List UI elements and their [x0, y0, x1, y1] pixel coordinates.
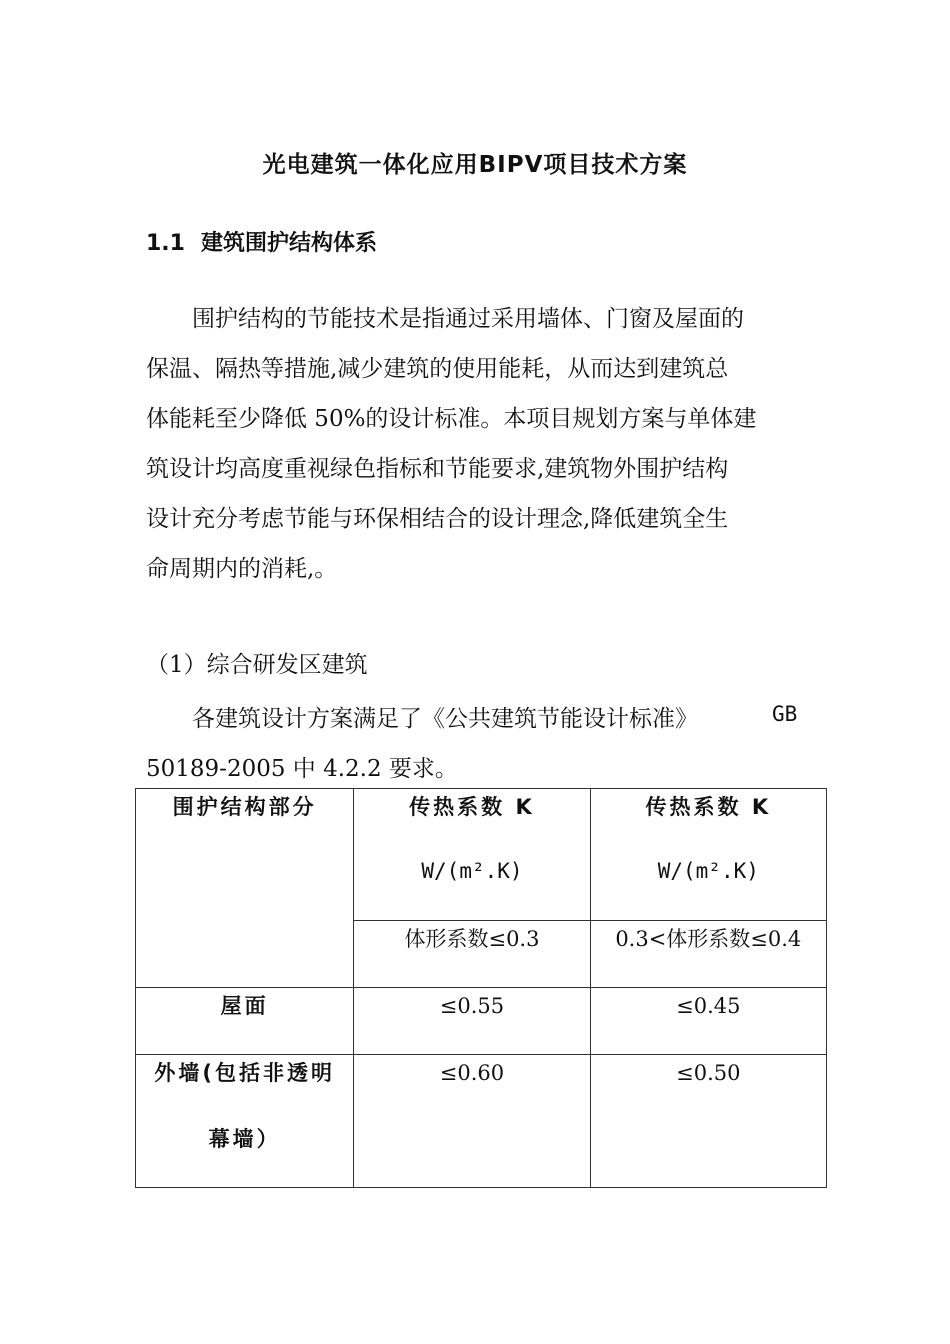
section-number: 1.1 [146, 231, 185, 256]
section-title: 建筑围护结构体系 [200, 231, 377, 256]
header-k1-label: 传热系数 K [409, 795, 535, 819]
heat-transfer-table [135, 788, 827, 1188]
document-title: 光电建筑一体化应用BIPV项目技术方案 [262, 152, 688, 178]
row-value-k1: ≤0.60 [439, 1061, 505, 1085]
header-cell-k2 [590, 789, 826, 921]
row-value-cell [590, 1055, 826, 1188]
paragraph-line: 保温、隔热等措施,减少建筑的使用能耗，从而达到建筑总 [146, 356, 729, 382]
header-cell-part [136, 789, 354, 988]
paragraph-line: 命周期内的消耗,。 [146, 556, 338, 582]
subheader-cell-1 [354, 921, 590, 988]
intro-text: 各建筑设计方案满足了《公共建筑节能设计标准》 [192, 706, 698, 732]
row-value-cell [354, 1055, 590, 1188]
table-row [136, 1055, 827, 1188]
shape-factor-range-2: 0.3<体形系数≤0.4 [615, 927, 802, 951]
shape-factor-range-1: 体形系数≤0.3 [404, 927, 540, 951]
header-k2-label: 传热系数 K [645, 795, 772, 819]
row-part-label-continued: 幕墙） [208, 1127, 281, 1151]
standard-code: GB [772, 702, 798, 726]
header-part-label: 围护结构部分 [172, 795, 317, 819]
table-row [136, 988, 827, 1055]
paragraph-line: 体能耗至少降低 50%的设计标准。本项目规划方案与单体建 [146, 406, 757, 432]
header-k2-unit: W/(m².K) [657, 859, 759, 883]
row-value-k2: ≤0.50 [676, 1061, 741, 1085]
table-header-row [136, 789, 827, 921]
row-value-cell [590, 988, 826, 1055]
row-part-cell [136, 1055, 354, 1188]
header-k1-unit: W/(m².K) [421, 859, 523, 883]
paragraph-line: 围护结构的节能技术是指通过采用墙体、门窗及屋面的 [192, 306, 744, 332]
header-cell-k1 [354, 789, 590, 921]
row-part-cell [136, 988, 354, 1055]
row-part-label: 屋面 [220, 994, 269, 1018]
subsection-heading: （1）综合研发区建筑 [146, 652, 368, 678]
row-value-k1: ≤0.55 [439, 994, 505, 1018]
intro-text-continued: 50189-2005 中 4.2.2 要求。 [146, 756, 458, 782]
row-part-label: 外墙(包括非透明 [154, 1061, 335, 1085]
section-heading [146, 226, 377, 257]
row-value-cell [354, 988, 590, 1055]
paragraph-line: 筑设计均高度重视绿色指标和节能要求,建筑物外围护结构 [146, 456, 729, 482]
paragraph-line: 设计充分考虑节能与环保相结合的设计理念,降低建筑全生 [146, 506, 729, 532]
subheader-cell-2 [590, 921, 826, 988]
row-value-k2: ≤0.45 [676, 994, 741, 1018]
